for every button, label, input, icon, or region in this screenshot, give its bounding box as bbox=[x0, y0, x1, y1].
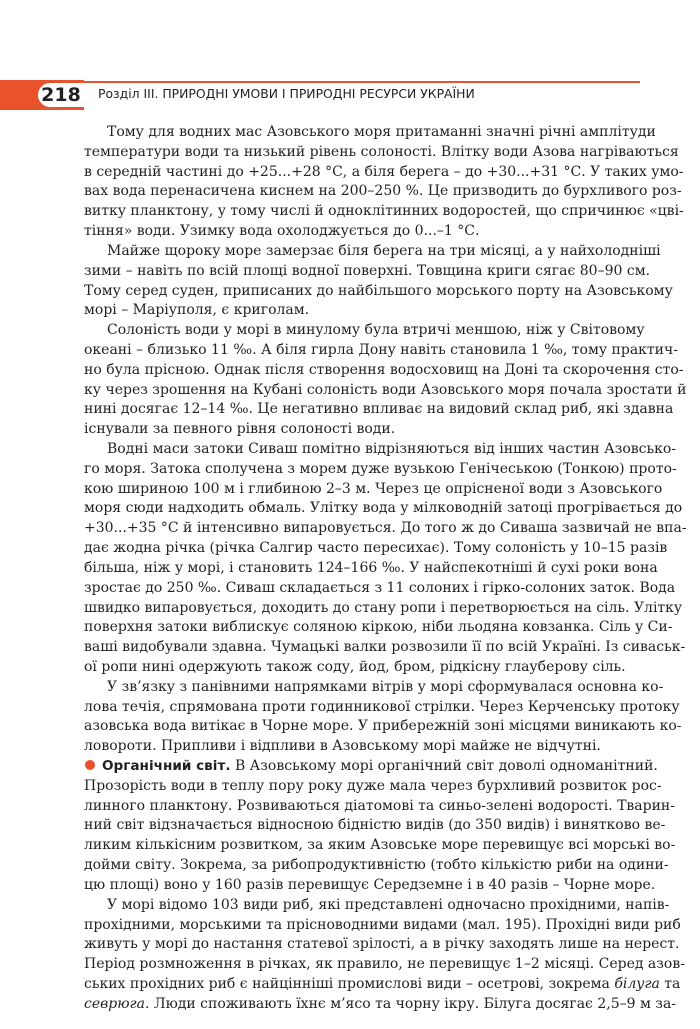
text-line: ку через зрошення на Кубані солоність води Азовського моря почала зростати й bbox=[84, 381, 687, 398]
text-line: Тому серед суден, приписаних до найбільшого морського порту на Азовському bbox=[84, 282, 673, 299]
text-line: цю площі) воно у 160 разів перевищує Середземне і в 40 разів – Чорне море. bbox=[84, 876, 656, 893]
text-line: Тому для водних мас Азовського моря притаманні значні річні амплітуди bbox=[107, 124, 656, 140]
text-span: ських прохідних риб є найцінніші промислові види – осетрові, зокрема bbox=[84, 975, 610, 992]
text-line: поверхня затоки виблискує соляною кіркою, ніби льодяна ковзанка. Сіль у Си- bbox=[84, 619, 673, 636]
text-line: живуть у морі до настання статевої зрілості, а в річку заходять лише на нерест. bbox=[84, 936, 680, 953]
text-line: в середній частині до +25...+28 °С, а біля берега – до +30...+31 °С. У таких умо- bbox=[84, 163, 684, 180]
text-line: линного планктону. Розвиваються діатомові та синьо-зелені водорості. Тварин- bbox=[84, 797, 675, 814]
text-line: кою шириною 100 м і глибиною 2–3 м. Через це опрісненої води з Азовського bbox=[84, 480, 663, 497]
text-line: ний світ відзначається відносною бідністю видів (до 350 видів) і винятково ве- bbox=[84, 817, 666, 834]
text-line: лова течія, спрямована проти годинникової стрілки. Через Керченську протоку bbox=[84, 698, 680, 715]
text-span: В Азовському морі органічний світ доволі одноманітний. bbox=[234, 758, 658, 774]
section-title: Розділ ІІІ. ПРИРОДНІ УМОВИ І ПРИРОДНІ РЕСУРСИ УКРАЇНИ bbox=[98, 86, 475, 101]
text-line: прохідними, морськими та прісноводними видами (мал. 195). Прохідні види риб bbox=[84, 916, 681, 933]
text-line: Майже щороку море замерзає біля берега на три місяці, а у найхолодніші bbox=[107, 242, 661, 259]
text-line: нині досягає 12–14 ‰. Це негативно впливає на видовий склад риб, які здавна bbox=[84, 401, 674, 418]
text-line: го моря. Затока сполучена з морем дуже вузькою Генічеською (Тонкою) прото- bbox=[84, 460, 677, 477]
body-text bbox=[84, 123, 687, 1015]
text-span: . Люди споживають їхнє м’ясо та чорну ікру. Білуга досягає 2,5–9 м за- bbox=[144, 995, 677, 1012]
text-line: зростає до 250 ‰. Сиваш складається з 11 солоних і гірко-солоних заток. Вода bbox=[84, 579, 676, 596]
text-line: вах вода перенасичена киснем на 200–250 %. Це призводить до бурхливого роз- bbox=[84, 183, 682, 200]
text-line: но була прісною. Однак після створення водосховищ на Доні та скорочення сто- bbox=[84, 361, 684, 378]
italic-term: севрюга bbox=[84, 995, 145, 1012]
bullet-icon bbox=[85, 760, 95, 770]
text-line: ловороти. Припливи і відпливи в Азовському морі майже не відчутні. bbox=[84, 738, 601, 755]
text-line: +30...+35 °С й інтенсивно випаровується. До того ж до Сиваша зазвичай не впа- bbox=[84, 520, 687, 537]
text-line: Солоність води у морі в минулому була втричі меншою, ніж у Світовому bbox=[107, 322, 645, 339]
text-line: тіння» води. Узимку вода охолоджується до 0...–1 °С. bbox=[84, 223, 480, 240]
text-line: океані – близько 11 ‰. А біля гирла Дону навіть становила 1 ‰, тому практич- bbox=[84, 341, 678, 358]
text-line: витку планктону, у тому числі й одноклітинних водоростей, що спричинює «цві- bbox=[84, 203, 684, 220]
text-line: швидко випаровується, доходить до стану ропи і перетворюється на сіль. Улітку bbox=[84, 599, 683, 616]
text-span: та bbox=[664, 975, 681, 992]
text-line: ликим кількісним розвитком, за яким Азовське море перевищує всі морські во- bbox=[84, 837, 676, 854]
text-line: азовська вода витікає в Чорне море. У прибережній зоні місцями виникають ко- bbox=[84, 718, 682, 735]
text-line: У морі відомо 103 види риб, які представлені одночасно прохідними, напів- bbox=[107, 896, 670, 913]
text-line: Прозорість води в теплу пору року дуже мала через бурхливий розвиток рос- bbox=[84, 777, 662, 794]
page-header bbox=[0, 80, 700, 110]
text-line: моря сюди надходить обмаль. Улітку вода у мілководній затоці прогрівається до bbox=[84, 500, 683, 517]
text-line: дає жодна річка (річка Салгир часто пересихає). Тому солоність у 10–15 разів bbox=[84, 540, 668, 557]
text-line: ої ропи нині одержують також соду, йод, бром, рідкісну глауберову сіль. bbox=[84, 658, 626, 675]
text-line: зими – навіть по всій площі водної поверхні. Товщина криги сягає 80–90 см. bbox=[84, 262, 651, 279]
text-line: Водні маси затоки Сиваш помітно відрізняються від інших частин Азовсько- bbox=[107, 441, 677, 457]
text-line: У зв’язку з панівними напрямками вітрів у морі сформувалася основна ко- bbox=[107, 678, 664, 695]
section-heading-line bbox=[84, 757, 658, 777]
text-line: більша, ніж у морі, і становить 124–166 ‰. У найспекотніші й сухі роки вона bbox=[84, 559, 658, 576]
text-line: температури води та низький рівень солоності. Влітку води Азова нагріваються bbox=[84, 143, 679, 160]
text-line: дойми світу. Зокрема, за рибопродуктивністю (тобто кількістю риби на одини- bbox=[84, 857, 669, 874]
italic-term: білуга bbox=[614, 975, 660, 992]
text-line: існували за певного рівня солоності води. bbox=[84, 421, 396, 438]
header-rule bbox=[84, 81, 640, 83]
text-line bbox=[84, 975, 681, 995]
text-line: ваші видобували здавна. Чумацькі валки розвозили її по всій Україні. Із сиваськ- bbox=[84, 639, 686, 656]
text-line bbox=[84, 995, 677, 1015]
section-heading: Органічний світ. bbox=[102, 758, 231, 774]
text-line: Період розмноження в річках, як правило, не перевищує 1–2 місяці. Серед азов- bbox=[84, 956, 685, 973]
page-number: 218 bbox=[38, 83, 84, 107]
text-line: морі – Маріуполя, є криголам. bbox=[84, 302, 310, 319]
